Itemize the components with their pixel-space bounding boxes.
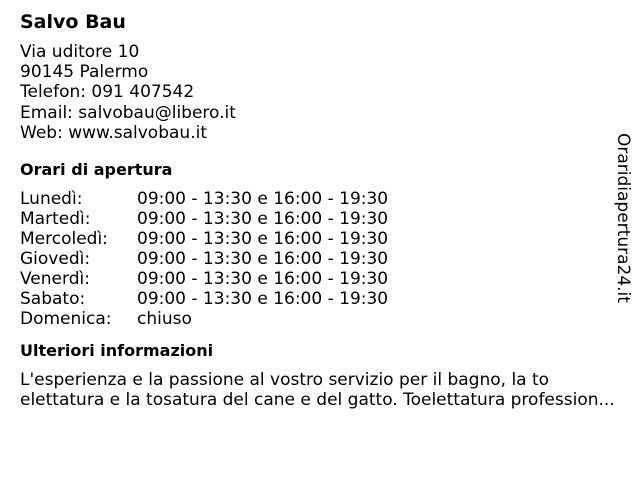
hours-day: Giovedì: (20, 249, 91, 270)
hours-day: Venerdì: (20, 269, 90, 290)
phone-text: Telefon: 091 407542 (20, 82, 195, 103)
additional-info-text (20, 370, 630, 410)
hours-time: chiuso (137, 309, 192, 330)
opening-hours-table (20, 189, 610, 329)
info-line-1: L'esperienza e la passione al vostro servizio per il bagno, la to (20, 370, 550, 391)
hours-time: 09:00 - 13:30 e 16:00 - 19:30 (137, 269, 389, 290)
hours-time: 09:00 - 13:30 e 16:00 - 19:30 (137, 189, 389, 210)
hours-row-lunedi (20, 189, 610, 209)
contact-block (20, 42, 610, 143)
hours-row-martedi (20, 209, 610, 229)
hours-day: Domenica: (20, 309, 112, 330)
hours-row-mercoledi (20, 229, 610, 249)
hours-time: 09:00 - 13:30 e 16:00 - 19:30 (137, 289, 389, 310)
address-city: 90145 Palermo (20, 62, 149, 83)
site-watermark: Oraridiapertura24.it (613, 133, 633, 303)
hours-row-domenica (20, 309, 610, 329)
hours-day: Sabato: (20, 289, 86, 310)
email-text: Email: salvobau@libero.it (20, 102, 236, 123)
hours-day: Lunedì: (20, 189, 83, 210)
hours-row-giovedi (20, 249, 610, 269)
opening-hours-title: Orari di apertura (20, 160, 173, 180)
hours-time: 09:00 - 13:30 e 16:00 - 19:30 (137, 229, 389, 250)
hours-day: Mercoledì: (20, 229, 108, 250)
info-line-2: elettatura e la tosatura del cane e del gatto. Toelettatura profession... (20, 390, 615, 411)
additional-info-title: Ulteriori informazioni (20, 341, 214, 361)
hours-day: Martedì: (20, 209, 91, 230)
business-card (20, 10, 615, 411)
business-name: Salvo Bau (20, 11, 126, 33)
hours-row-venerdi (20, 269, 610, 289)
hours-row-sabato (20, 289, 610, 309)
hours-time: 09:00 - 13:30 e 16:00 - 19:30 (137, 249, 389, 270)
hours-time: 09:00 - 13:30 e 16:00 - 19:30 (137, 209, 389, 230)
web-text: Web: www.salvobau.it (20, 122, 207, 143)
address-street: Via uditore 10 (20, 42, 140, 62)
